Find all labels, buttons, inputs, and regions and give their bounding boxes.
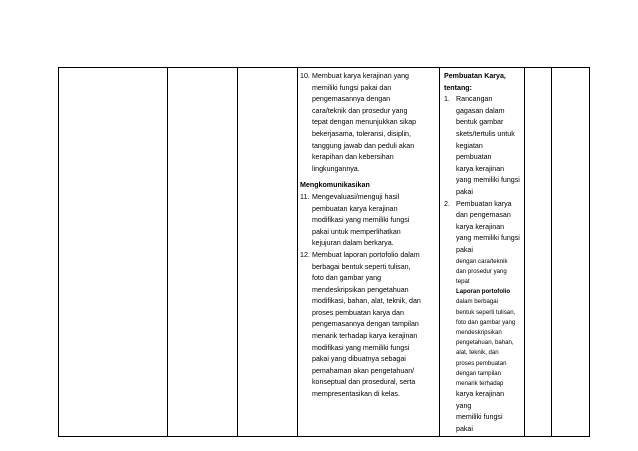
empty-cell-f [525, 68, 552, 437]
text-line: konseptual dan prosedural, serta [312, 378, 416, 387]
empty-cell-b [168, 68, 238, 437]
item-number: 11. [300, 192, 310, 201]
item-text [456, 94, 520, 198]
text-line: Membuat laporan portofolio dalam [312, 250, 420, 259]
text-line: kerapihan dan kebersihan [312, 153, 394, 162]
text-line: bentuk gambar [456, 118, 504, 127]
item-number: 1. [444, 95, 450, 104]
text-line: pengemasannya dengan [312, 95, 391, 104]
text-line: bentuk seperti tulisan, [456, 308, 516, 316]
text-line: dan prosedur yang [456, 267, 507, 275]
text-line: menarik terhadap [456, 379, 504, 387]
text-line: dan pengemasan [456, 211, 511, 220]
text-line: pakai [456, 187, 473, 196]
text-line: bekerjasama, toleransi, disiplin, [312, 129, 411, 138]
text-line: memiliki fungsi [456, 413, 503, 422]
text-line: foto dan gambar yang [312, 274, 382, 283]
text-line: menarik terhadap karya kerajinan [312, 332, 418, 341]
empty-cell-g [552, 68, 590, 437]
text-line: mendeskripsikan pengetahuan [312, 285, 409, 294]
text-line: Membuat karya kerajinan yang [312, 72, 409, 80]
learning-activities-cell [298, 68, 440, 437]
empty-cell-c [238, 68, 298, 437]
text-line: tepat [456, 277, 470, 285]
text-line: cara/teknik dan prosedur yang [312, 106, 408, 115]
text-line: tepat dengan menunjukkan sikap [312, 118, 417, 127]
text-line: pengemasannya dengan tampilan [312, 320, 419, 329]
text-line: foto dan gambar yang [456, 318, 516, 326]
text-line: skets/tertulis untuk [456, 129, 515, 138]
text-line: pengetahuan, bahan, [456, 339, 514, 347]
text-line: modifikasi yang memiliki fungsi [312, 343, 410, 352]
item-number: 12. [300, 250, 310, 259]
list-item [300, 250, 435, 401]
text-line: dalam berbagai [456, 298, 499, 306]
item-number: 10. [300, 72, 310, 80]
assessment-heading: Pembuatan Karya, [444, 72, 506, 80]
text-line: kegiatan pembuatan [456, 141, 492, 162]
text-line: karya kerajinan [456, 164, 505, 173]
text-line: pembuatan karya kerajinan [312, 204, 398, 213]
text-line: proses pembuatan [456, 359, 507, 367]
list-item [444, 94, 520, 198]
text-line: alat, teknik, dan [456, 349, 499, 357]
text-line: Mengevaluasi/menguji hasil [312, 192, 400, 201]
text-line: proses pembuatan karya dan [312, 308, 404, 317]
text-line: Rancangan [456, 95, 493, 104]
text-line: modifikasi, bahan, alat, teknik, dan [312, 297, 421, 306]
list-item [300, 71, 435, 175]
assessment-cell [440, 68, 525, 437]
empty-cell-a [59, 68, 168, 437]
text-line: karya kerajinan yang [456, 390, 505, 410]
text-line: yang memiliki fungsi [456, 176, 520, 185]
text-line: berbagai bentuk seperti tulisan, [312, 262, 411, 271]
text-line: karya kerajinan [456, 222, 505, 231]
text-line: gagasan dalam [456, 106, 505, 115]
item-text [312, 192, 435, 250]
text-line: tanggung jawab dan peduli akan [312, 141, 415, 150]
text-line: kejujuran dalam berkarya. [312, 239, 394, 248]
text-line: dengan cara/teknik [456, 257, 508, 265]
item-text [312, 250, 435, 401]
item-text [312, 71, 435, 175]
lesson-plan-table [58, 67, 590, 437]
text-line: pakai untuk memperlihatkan [312, 227, 401, 236]
text-line: lingkungannya. [312, 164, 360, 173]
text-line: pakai [456, 245, 473, 254]
text-line: modifikasi yang memiliki fungsi [312, 216, 410, 225]
assessment-subheading: tentang: [444, 83, 472, 92]
text-line: mempresentasikan di kelas. [312, 390, 400, 399]
text-line: Pembuatan karya [456, 199, 512, 208]
text-line: yang memiliki fungsi [456, 234, 520, 243]
item-text [456, 199, 520, 436]
text-line: pakai yang dibuatnya sebagai [312, 355, 406, 364]
text-line: memiliki fungsi pakai dan [312, 83, 392, 92]
item-number: 2. [444, 199, 450, 208]
activity-list-part1 [300, 71, 435, 175]
activity-list-part2 [300, 192, 435, 401]
text-line: pakai [456, 424, 473, 433]
text-line: mendeskripsikan [456, 328, 502, 336]
list-item [444, 199, 520, 436]
text-line: dengan tampilan [456, 369, 502, 377]
table-row [59, 68, 590, 437]
portfolio-heading: Laporan portofolio [456, 288, 511, 296]
communicating-heading: Mengkomunikasikan [300, 181, 370, 190]
list-item [300, 192, 435, 250]
text-line: pemahaman akan pengetahuan/ [312, 366, 415, 375]
